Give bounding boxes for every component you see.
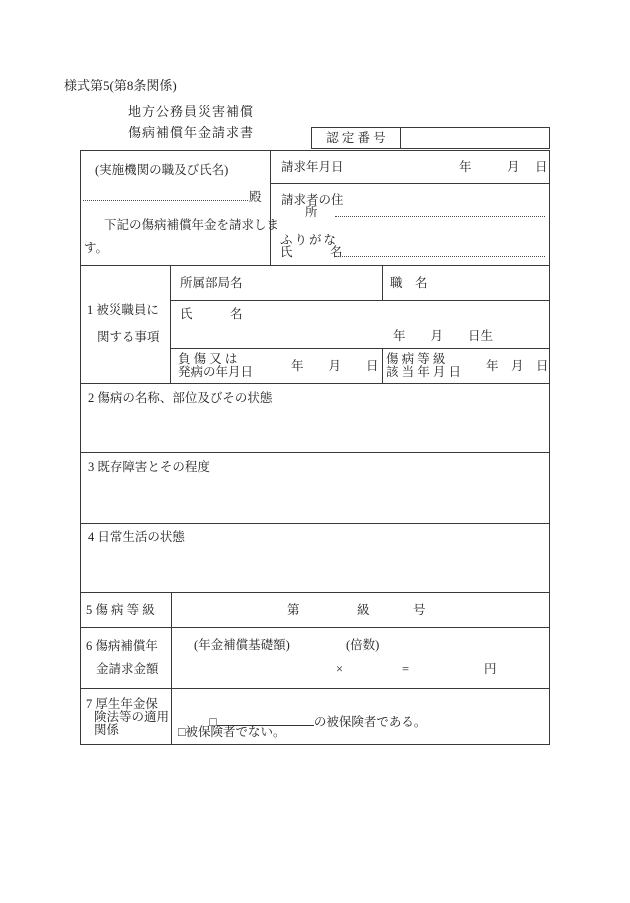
injury-date-cell[interactable] (171, 349, 383, 384)
claim-year-label: 年 (459, 160, 472, 174)
certification-number-label: 認 定 番 号 (326, 131, 386, 145)
employee-name-label: 氏 名 (180, 307, 243, 321)
certification-number-value-cell[interactable] (401, 128, 550, 148)
doc-title: 傷病補償年金請求書 (128, 125, 255, 140)
section7-label-cell (81, 689, 172, 744)
section2-row[interactable] (81, 384, 549, 453)
grade-date-label-line2: 該 当 年 月 日 (386, 365, 462, 379)
address-fill-line[interactable] (335, 199, 545, 217)
section7-label-line1: 7 厚生年金保 (86, 697, 158, 711)
birth-date-placeholder: 年 月 日生 (393, 329, 494, 343)
section6-label-line2: 金請求金額 (96, 662, 159, 676)
section1-content (171, 266, 549, 384)
section1-row-name[interactable] (171, 301, 549, 349)
grade-date-placeholder: 年 月 日 (486, 359, 549, 373)
section1-row-dept (171, 266, 549, 301)
section1-label-line1: 1 被災職員に (87, 303, 159, 317)
position-cell[interactable] (383, 266, 549, 300)
request-statement-line2: す。 (84, 241, 109, 255)
agency-name-label: (実施機関の職及び氏名) (95, 163, 229, 177)
injury-date-label-line2: 発病の年月日 (178, 365, 254, 379)
position-label: 職 名 (390, 276, 428, 290)
section7-label-line3: 関係 (94, 723, 120, 737)
section6-content[interactable] (172, 628, 549, 688)
section6-label-cell (81, 628, 172, 688)
claim-day-label: 日 (535, 160, 548, 174)
section5-row (81, 593, 549, 628)
grade-kyu-label: 級 (357, 603, 370, 617)
section7-row (81, 689, 549, 744)
certification-number-label-cell (312, 128, 401, 148)
claimant-name-label: 氏 名 (280, 245, 343, 259)
grade-date-label-line1: 傷 病 等 級 (386, 352, 446, 366)
not-insured-option-line[interactable]: □被保険者でない。 (178, 725, 286, 739)
section1-row (81, 266, 549, 384)
main-table (80, 150, 550, 745)
section6-label-line1: 6 傷病補償年 (86, 639, 158, 653)
form-reference: 様式第5(第8条関係) (64, 78, 177, 93)
claimant-info-area (271, 184, 549, 266)
times-sign: × (336, 662, 344, 676)
section7-content (172, 689, 549, 744)
multiplier-label: (倍数) (346, 638, 380, 652)
claim-date-label: 請求年月日 (281, 160, 344, 174)
injury-date-placeholder: 年 月 日 (291, 359, 379, 373)
honorific-label: 殿 (249, 190, 262, 204)
grade-date-cell[interactable] (383, 349, 549, 384)
claimant-address-label-bottom: 所 (305, 205, 318, 219)
base-amount-label: (年金補償基礎額) (194, 638, 290, 652)
org-title: 地方公務員災害補償 (128, 104, 255, 119)
injury-date-label-line1: 負 傷 又 は (178, 352, 238, 366)
claimant-address-label-top: 請求者の住 (281, 193, 344, 207)
row-recipient-claim (81, 151, 549, 266)
claim-info-cell (271, 151, 549, 266)
insured-checkbox[interactable]: □ (209, 715, 217, 729)
grade-dai-label: 第 (287, 603, 300, 617)
yen-label: 円 (484, 662, 497, 676)
section5-label-cell (81, 593, 172, 627)
claim-date-row (271, 151, 549, 184)
recipient-cell (81, 151, 280, 266)
section3-row[interactable] (81, 453, 549, 524)
section4-row[interactable] (81, 524, 549, 593)
section2-label: 2 傷病の名称、部位及びその状態 (88, 391, 273, 405)
section6-row (81, 628, 549, 689)
name-fill-line[interactable] (335, 239, 545, 257)
claim-month-label: 月 (507, 160, 520, 174)
section5-content[interactable] (172, 593, 549, 627)
agency-name-fill-line[interactable] (83, 183, 248, 201)
section1-row-dates (171, 349, 549, 384)
grade-go-label: 号 (413, 603, 426, 617)
department-cell[interactable] (171, 266, 383, 300)
furigana-label: ふりがな (280, 233, 339, 247)
certification-number-box (311, 127, 550, 149)
department-label: 所属部局名 (180, 276, 243, 290)
equals-sign: = (402, 662, 410, 676)
section4-label: 4 日常生活の状態 (88, 530, 185, 544)
section5-label: 5 傷 病 等 級 (86, 603, 155, 617)
section1-label-line2: 関する事項 (97, 330, 160, 344)
section3-label: 3 既存障害とその程度 (88, 460, 210, 474)
request-statement-line1: 下記の傷病補償年金を請求しま (104, 218, 280, 232)
section1-label-cell (81, 266, 171, 384)
section7-label-line2: 険法等の適用 (94, 710, 170, 724)
insured-option-suffix: の被保険者である。 (313, 715, 427, 729)
